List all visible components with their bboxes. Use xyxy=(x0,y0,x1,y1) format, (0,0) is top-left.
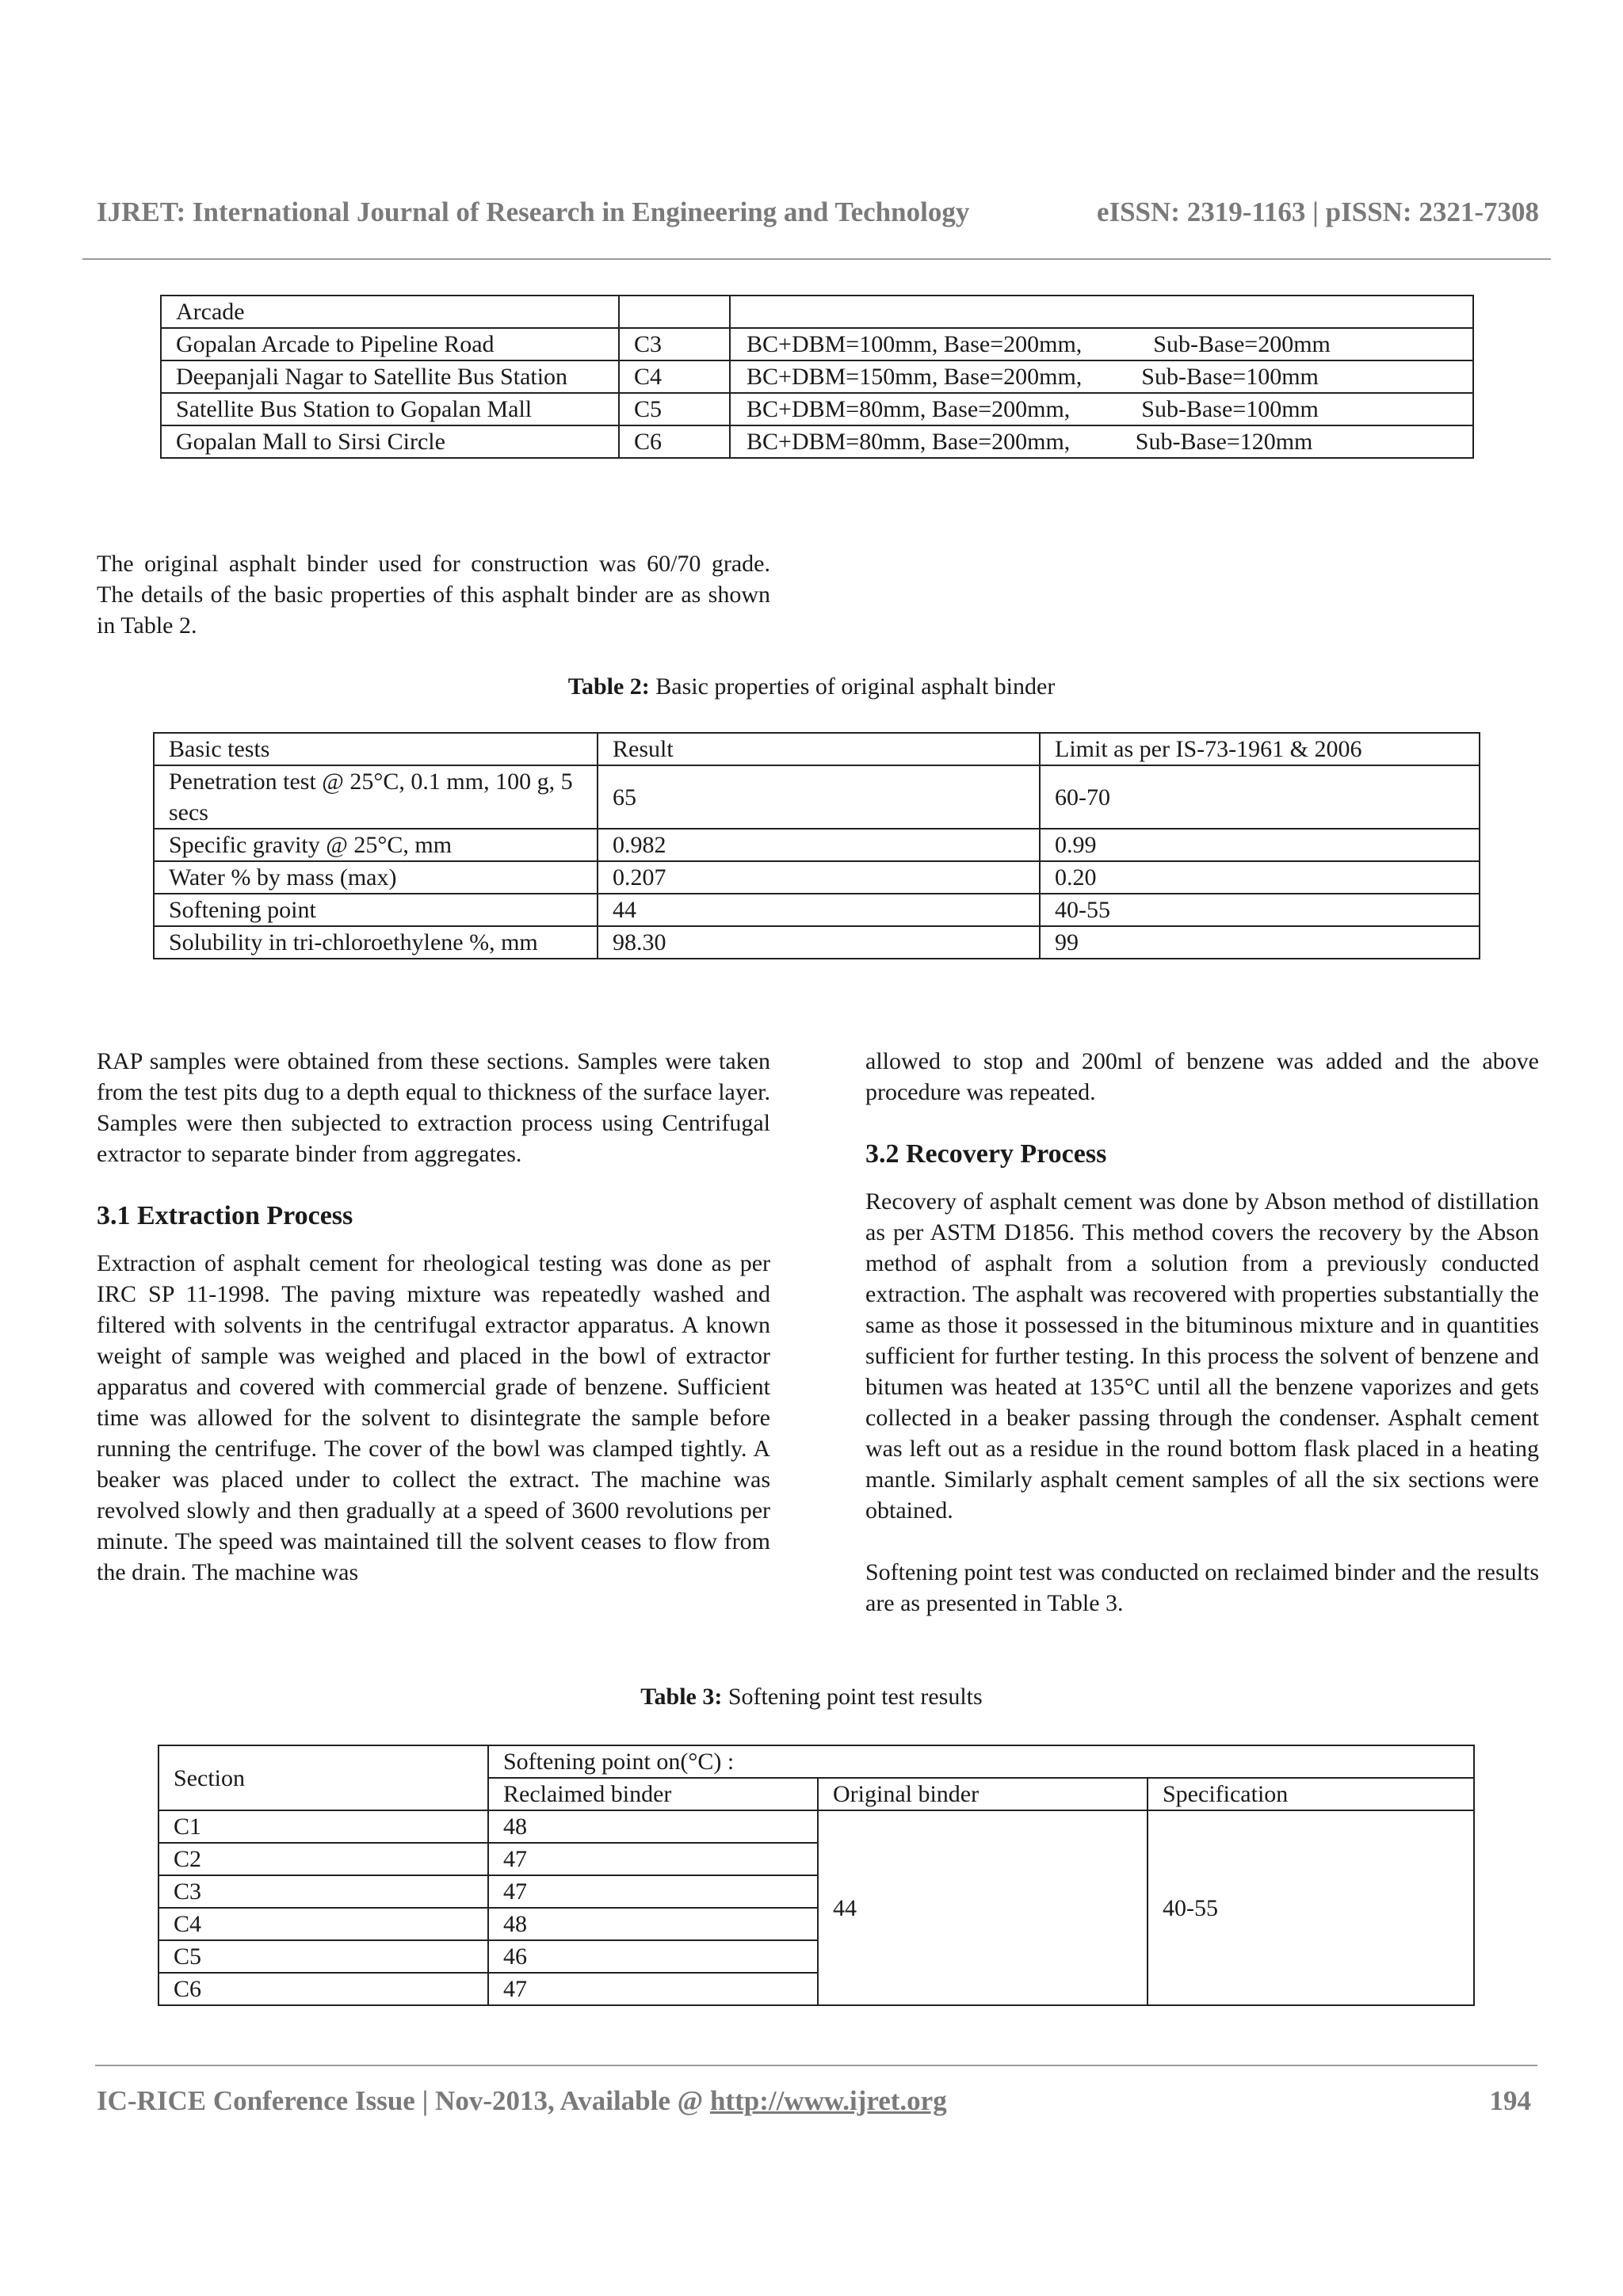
table-cell: Gopalan Mall to Sirsi Circle xyxy=(161,425,619,458)
table-cell: Softening point xyxy=(154,894,598,926)
journal-title: IJRET: International Journal of Research in Engineering and Technology xyxy=(97,196,970,227)
table-cell xyxy=(730,296,1473,328)
table-row xyxy=(154,926,1480,959)
table-cell: Solubility in tri-chloroethylene %, mm xyxy=(154,926,598,959)
road-sections-table xyxy=(160,295,1474,459)
table-row xyxy=(154,765,1480,829)
table-cell: 0.99 xyxy=(1040,829,1480,861)
recovery-paragraph: Recovery of asphalt cement was done by Abson method of distillation as per ASTM D1856. This method covers the recovery by the Abson method of asphalt from a solution from a previously conducted extraction. The asphalt was recovered with properties substantially the same as those it possessed in the bituminous mixture and in quantities sufficient for further testing. In this process the solvent of benzene and bitumen was heated at 135°C until all the benzene vaporizes and gets collected in a beaker passing through the condenser. Asphalt cement was left out as a residue in the round bottom flask placed in a heating mantle. Similarly asphalt cement samples of all the six sections were obtained. xyxy=(865,1188,1539,1524)
table-row xyxy=(154,861,1480,894)
table-cell: BC+DBM=150mm, Base=200mm, Sub-Base=100mm xyxy=(730,360,1473,393)
table3-caption-text: Softening point test results xyxy=(722,1684,983,1710)
table-cell: Gopalan Arcade to Pipeline Road xyxy=(161,328,619,360)
journal-website-link[interactable]: http://www.ijret.org xyxy=(709,2085,947,2116)
table-cell: C3 xyxy=(158,1875,488,1908)
table-header-cell: Reclaimed binder xyxy=(488,1778,818,1810)
table-cell: 44 xyxy=(598,894,1040,926)
table-cell: BC+DBM=100mm, Base=200mm, Sub-Base=200mm xyxy=(730,328,1473,360)
table-row xyxy=(158,1810,1474,1843)
table-cell: Arcade xyxy=(161,296,619,328)
table-cell: BC+DBM=80mm, Base=200mm, Sub-Base=100mm xyxy=(730,393,1473,425)
table-cell: 47 xyxy=(488,1875,818,1908)
page-number: 194 xyxy=(1489,2085,1531,2116)
table-cell: Water % by mass (max) xyxy=(154,861,598,894)
binder-properties-table xyxy=(153,732,1480,959)
rap-samples-paragraph: RAP samples were obtained from these sections. Samples were taken from the test pits dug to a depth equal to thickness of the surface layer. Samples were then subjected to extraction process using Centrifugal extractor to separate binder from aggregates. xyxy=(97,1048,770,1167)
table-cell: 0.982 xyxy=(598,829,1040,861)
right-column xyxy=(865,1046,1539,1619)
table2-caption xyxy=(0,671,1623,702)
table-row xyxy=(161,296,1473,328)
extraction-paragraph: Extraction of asphalt cement for rheological testing was done as per IRC SP 11-1998. The paving mixture was repeatedly washed and filtered with solvents in the centrifugal extractor apparatus. A known weight of sample was weighed and placed in the bowl of extractor apparatus and covered with commercial grade of benzene. Sufficient time was allowed for the solvent to disintegrate the sample before running the centrifuge. The cover of the bowl was clamped tightly. A beaker was placed under to collect the extract. The machine was revolved slowly and then gradually at a speed of 3600 revolutions per minute. The speed was maintained till the solvent ceases to flow from the drain. The machine was xyxy=(97,1250,770,1585)
table-cell: C6 xyxy=(619,425,730,458)
table-cell: C6 xyxy=(158,1973,488,2005)
table-cell: Specific gravity @ 25°C, mm xyxy=(154,829,598,861)
table-row xyxy=(161,393,1473,425)
table2-caption-label: Table 2: xyxy=(567,673,650,700)
table2-caption-text: Basic properties of original asphalt binder xyxy=(649,673,1056,700)
footer-issue-text: IC-RICE Conference Issue | Nov-2013, Available @ xyxy=(97,2085,710,2116)
footer-issue xyxy=(97,2085,947,2117)
table-cell: C4 xyxy=(158,1908,488,1940)
table-cell: C1 xyxy=(158,1810,488,1843)
header-divider xyxy=(82,258,1551,260)
table-cell: 48 xyxy=(488,1810,818,1843)
table-cell: Penetration test @ 25°C, 0.1 mm, 100 g, 5 secs xyxy=(154,765,598,829)
table-cell: BC+DBM=80mm, Base=200mm, Sub-Base=120mm xyxy=(730,425,1473,458)
table-header-cell: Result xyxy=(598,733,1040,765)
table-header-cell: Basic tests xyxy=(154,733,598,765)
table-cell: 60-70 xyxy=(1040,765,1480,829)
table3-caption-label: Table 3: xyxy=(640,1684,723,1710)
table-cell: C3 xyxy=(619,328,730,360)
footer-divider xyxy=(95,2065,1537,2066)
table-header-row xyxy=(158,1745,1474,1778)
softening-intro-paragraph: Softening point test was conducted on reclaimed binder and the results are as presented in Table 3. xyxy=(865,1559,1539,1616)
table-row xyxy=(161,425,1473,458)
table-row xyxy=(161,360,1473,393)
extraction-heading: 3.1 Extraction Process xyxy=(97,1201,353,1230)
table-cell: 47 xyxy=(488,1973,818,2005)
recovery-heading: 3.2 Recovery Process xyxy=(865,1139,1107,1169)
continued-paragraph: allowed to stop and 200ml of benzene was added and the above procedure was repeated. xyxy=(865,1048,1539,1105)
table-cell: Satellite Bus Station to Gopalan Mall xyxy=(161,393,619,425)
intro-paragraph: The original asphalt binder used for construction was 60/70 grade. The details of the basic properties of this asphalt binder are as shown in Table 2. xyxy=(97,551,770,639)
table-cell: 0.20 xyxy=(1040,861,1480,894)
table-row xyxy=(161,328,1473,360)
table-cell: 40-55 xyxy=(1148,1810,1474,2005)
table-row xyxy=(154,829,1480,861)
table-cell: C2 xyxy=(158,1843,488,1875)
table-header-cell: Section xyxy=(158,1745,488,1810)
table-cell: C5 xyxy=(619,393,730,425)
table-cell: C5 xyxy=(158,1940,488,1973)
table-cell: Deepanjali Nagar to Satellite Bus Station xyxy=(161,360,619,393)
table-header-cell: Softening point on(°C) : xyxy=(488,1745,1474,1778)
running-header xyxy=(97,196,1539,228)
table-cell: 0.207 xyxy=(598,861,1040,894)
table-header-row xyxy=(154,733,1480,765)
table-cell: 65 xyxy=(598,765,1040,829)
table-cell: 48 xyxy=(488,1908,818,1940)
running-footer xyxy=(97,2085,1531,2117)
table-cell: 40-55 xyxy=(1040,894,1480,926)
table-cell: 99 xyxy=(1040,926,1480,959)
table-header-cell: Specification xyxy=(1148,1778,1474,1810)
table-cell xyxy=(619,296,730,328)
issn-info: eISSN: 2319-1163 | pISSN: 2321-7308 xyxy=(1096,196,1539,227)
table-cell: 44 xyxy=(818,1810,1148,2005)
table-cell: 98.30 xyxy=(598,926,1040,959)
table-cell: 47 xyxy=(488,1843,818,1875)
left-column xyxy=(97,1046,770,1588)
table3-caption xyxy=(0,1681,1623,1712)
table-header-cell: Limit as per IS-73-1961 & 2006 xyxy=(1040,733,1480,765)
table-cell: 46 xyxy=(488,1940,818,1973)
softening-point-table xyxy=(158,1745,1475,2006)
table-row xyxy=(154,894,1480,926)
table-header-cell: Original binder xyxy=(818,1778,1148,1810)
table-cell: C4 xyxy=(619,360,730,393)
